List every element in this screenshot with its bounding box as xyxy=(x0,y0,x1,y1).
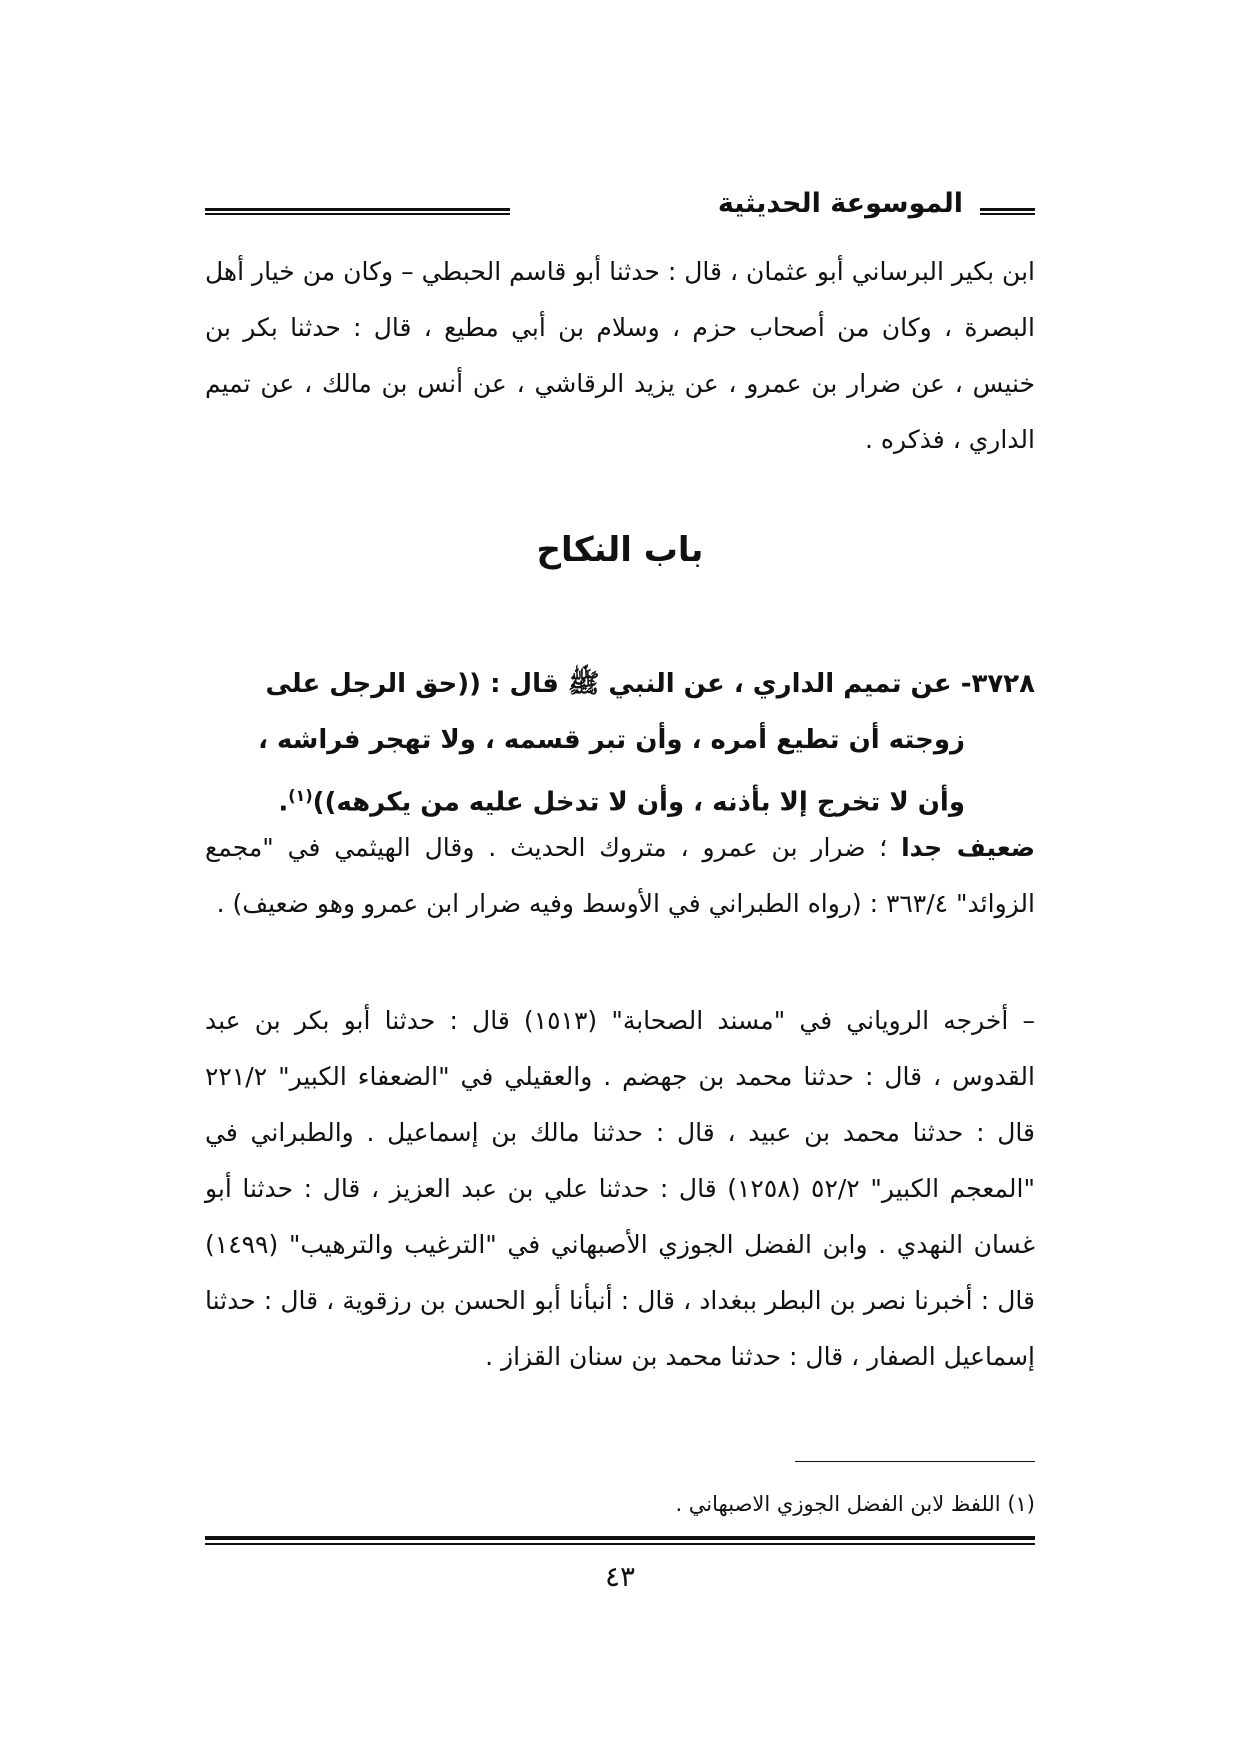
running-header xyxy=(205,188,1035,238)
header-title: الموسوعة الحديثية xyxy=(717,188,963,219)
header-rule-left xyxy=(205,208,510,215)
hadith-line-1: ٣٧٢٨- عن تميم الداري ، عن النبي ﷺ قال : ((حق الرجل على xyxy=(265,669,1035,699)
footnote-separator xyxy=(795,1461,1035,1462)
header-rule-right xyxy=(980,208,1035,215)
grading-paragraph xyxy=(205,820,1035,932)
hadith-line-3-end: . xyxy=(278,787,289,818)
grading-text: ؛ ضرار بن عمرو ، متروك الحديث . وقال الهيثمي في "مجمع الزوائد" ٣٦٣/٤ : (رواه الطبراني في الأوسط وفيه ضرار ابن عمرو وهو ضعيف) . xyxy=(205,833,1035,918)
hadith-line-3-text: وأن لا تخرج إلا بأذنه ، وأن لا تدخل عليه من يكرهه)) xyxy=(312,787,965,818)
hadith-line-2: زوجته أن تطيع أمره ، وأن تبر قسمه ، ولا تهجر فراشه ، xyxy=(258,725,965,755)
grading-lead: ضعيف جدا xyxy=(901,833,1035,862)
chapter-title: باب النكاح xyxy=(536,530,704,570)
bottom-rule xyxy=(205,1536,1035,1545)
page-number: ٤٣ xyxy=(604,1560,636,1593)
hadith-text xyxy=(205,656,1035,831)
footnote: (١) اللفظ لابن الفضل الجوزي الاصبهاني . xyxy=(675,1492,1035,1516)
takhrij-paragraph: – أخرجه الروياني في "مسند الصحابة" (١٥١٣) قال : حدثنا أبو بكر بن عبد القدوس ، قال : حدثنا محمد بن جهضم . والعقيلي في "الضعفاء الكبير" ٢٢١/٢ قال : حدثنا محمد بن عبيد ، قال : حدثنا مالك بن إسماعيل . والطبراني في "المعجم الكبير" ٥٢/٢ (١٢٥٨) قال : حدثنا علي بن عبد العزيز ، قال : حدثنا أبو غسان النهدي . وابن الفضل الجوزي الأصبهاني في "الترغيب والترهيب" (١٤٩٩) قال : أخبرنا نصر بن البطر ببغداد ، قال : أنبأنا أبو الحسن بن رزقوية ، قال : حدثنا إسماعيل الصفار ، قال : حدثنا محمد بن سنان القزاز . xyxy=(205,1006,1035,1371)
footnote-reference: (١) xyxy=(288,786,313,805)
intro-paragraph: ابن بكير البرساني أبو عثمان ، قال : حدثنا أبو قاسم الحبطي – وكان من خيار أهل البصرة ، وكان من أصحاب حزم ، وسلام بن أبي مطيع ، قال : حدثنا بكر بن خنيس ، عن ضرار بن عمرو ، عن يزيد الرقاشي ، عن أنس بن مالك ، عن تميم الداري ، فذكره . xyxy=(205,257,1035,454)
